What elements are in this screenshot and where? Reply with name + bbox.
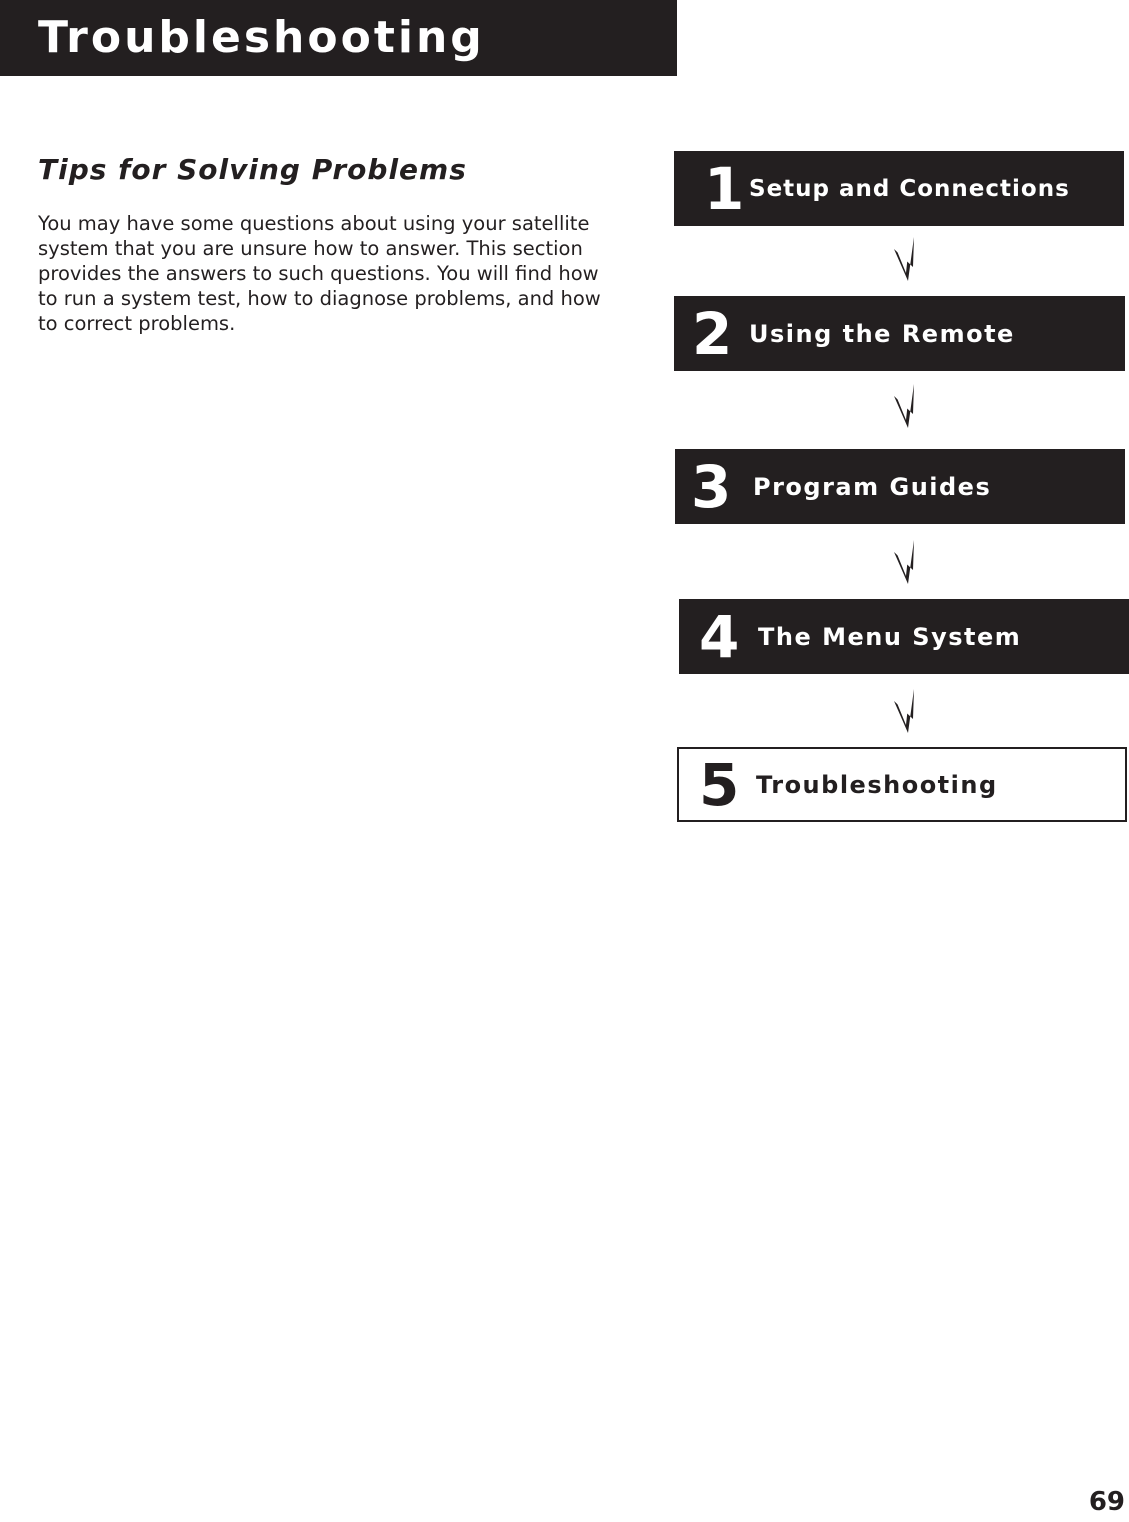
chapter-number: 5 [699,750,740,819]
arrow-down-icon [894,540,916,584]
chapter-step-5-current [677,747,1127,822]
chapter-label: Program Guides [753,472,992,501]
section-heading: Tips for Solving Problems [38,153,467,186]
arrow-down-icon [894,384,916,428]
arrow-down-icon [894,689,916,733]
intro-paragraph: You may have some questions about using your satellite system that you are unsure how to answer. This section provides the answers to such questions. You will find how to run a system test, how to diagnose problems, and how to correct problems. [38,212,601,335]
chapter-label: Using the Remote [749,319,1015,348]
chapter-number: 3 [691,452,732,521]
page-number: 69 [1088,1487,1125,1517]
chapter-label: Troubleshooting [756,770,998,799]
chapter-label: Setup and Connections [749,175,1070,202]
chapter-step-3 [675,449,1125,524]
chapter-number: 1 [704,154,745,223]
chapter-step-4 [679,599,1129,674]
chapter-number: 4 [699,602,740,671]
page-title: Troubleshooting [38,12,485,63]
arrow-down-icon [894,237,916,281]
header-bar [0,0,677,76]
chapter-step-1 [674,151,1124,226]
chapter-number: 2 [692,299,733,368]
chapter-label: The Menu System [758,622,1022,651]
chapter-step-2 [674,296,1125,371]
